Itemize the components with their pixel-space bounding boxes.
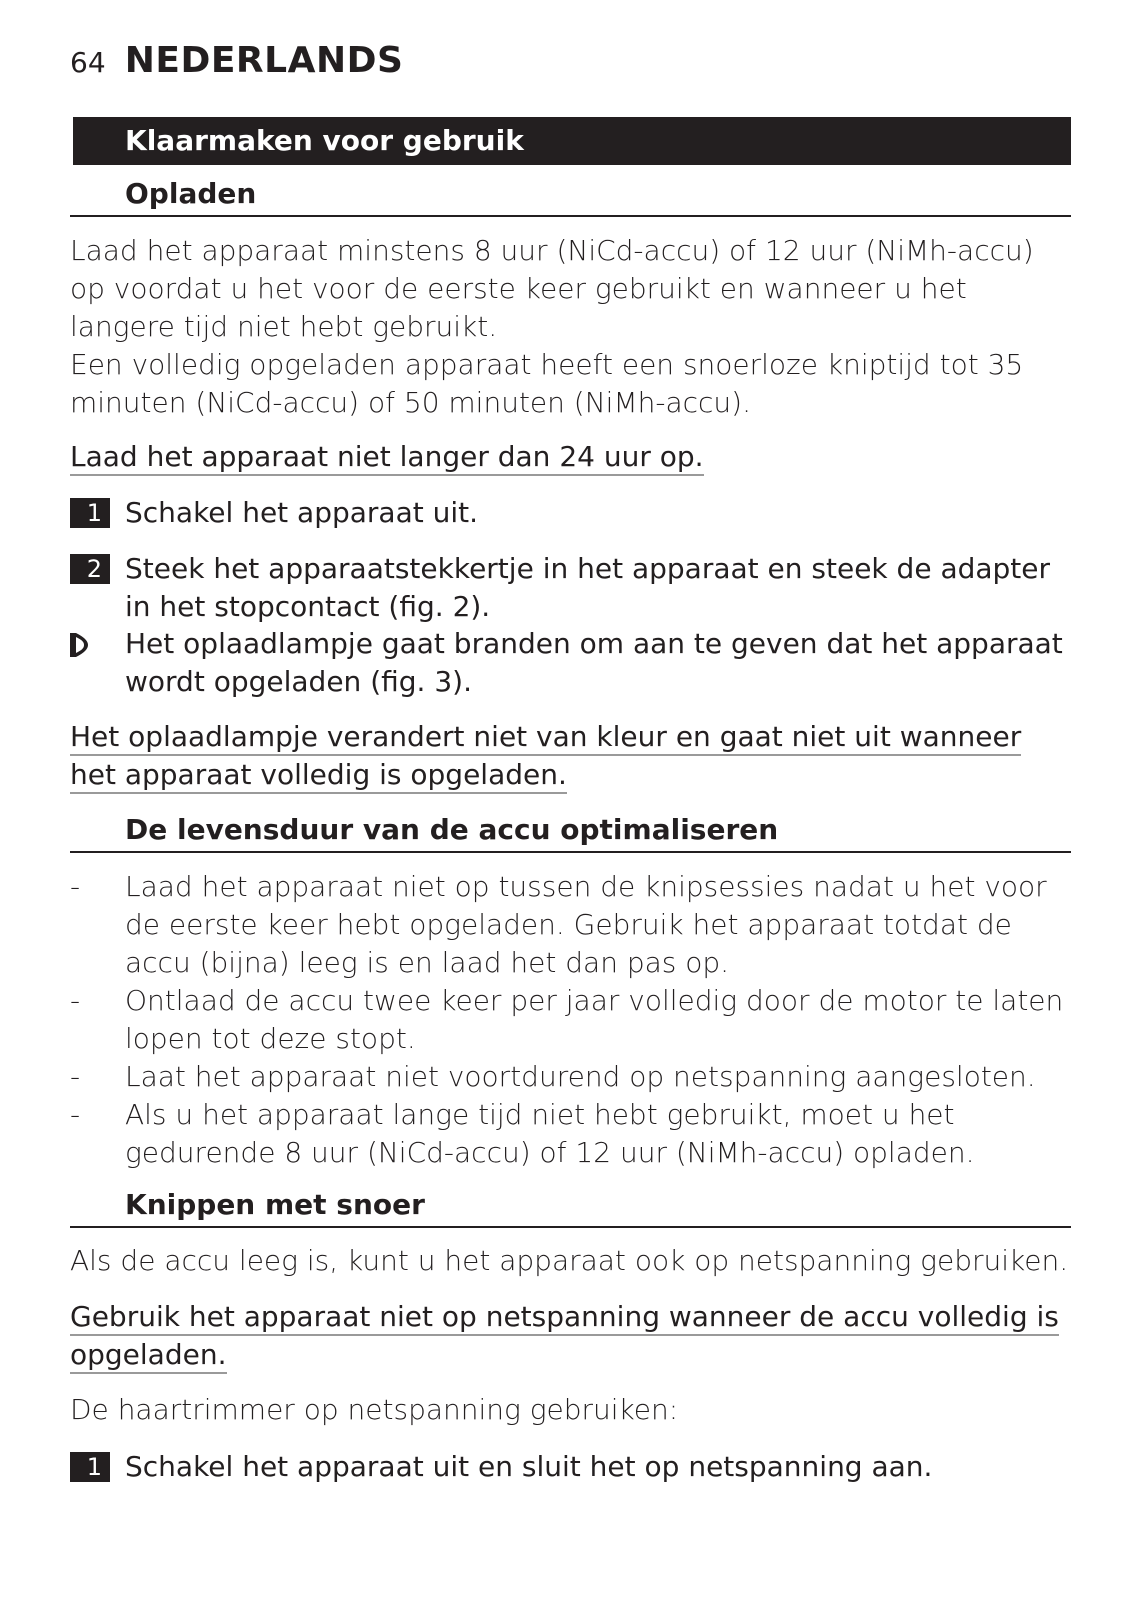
corded-note (70, 1298, 1070, 1374)
page-header (70, 40, 403, 88)
corded-paragraph: Als de accu leeg is, kunt u het apparaat ook op netspanning gebruiken. (70, 1244, 1069, 1277)
charging-body (70, 232, 1070, 422)
step-text: Schakel het apparaat uit. (125, 496, 479, 529)
corded-step-1 (70, 1448, 1070, 1486)
charging-step-2 (70, 550, 1070, 626)
list-item-text: Ontlaad de accu twee keer per jaar volledig door de motor te laten lopen tot deze stopt. (125, 984, 1064, 1055)
language-title: NEDERLANDS (124, 40, 404, 81)
heading-charging: Opladen (70, 174, 1071, 217)
result-text: Het oplaadlampje gaat branden om aan te geven dat het apparaat wordt opgeladen (fig. 3). (125, 627, 1063, 698)
list-item (70, 1058, 1070, 1096)
charging-step-1 (70, 494, 1070, 532)
list-item (70, 1096, 1070, 1172)
corded-note-text: Gebruik het apparaat niet op netspanning wanneer de accu volledig is opgeladen. (70, 1300, 1059, 1374)
charging-paragraph-1: Laad het apparaat minstens 8 uur (NiCd-accu) of 12 uur (NiMh-accu) op voordat u het voor de eerste keer gebruikt en wanneer u het langere tijd niet hebt gebruikt. (70, 234, 1034, 343)
charging-note-2-text: Het oplaadlampje verandert niet van kleur en gaat niet uit wanneer het apparaat volledig is opgeladen. (70, 720, 1021, 794)
result-arrow-icon (70, 633, 90, 657)
step-text: Steek het apparaatstekkertje in het apparaat en steek de adapter in het stopcontact (fig. 2). (125, 552, 1051, 623)
heading-corded: Knippen met snoer (70, 1185, 1071, 1228)
charging-note-text: Laad het apparaat niet langer dan 24 uur op. (70, 440, 704, 476)
step-number-badge: 1 (70, 498, 110, 528)
charging-paragraph-2: Een volledig opgeladen apparaat heeft een snoerloze kniptijd tot 35 minuten (NiCd-accu) of 50 minuten (NiMh-accu). (70, 348, 1024, 419)
list-item-text: Als u het apparaat lange tijd niet hebt gebruikt, moet u het gedurende 8 uur (NiCd-accu) of 12 uur (NiMh-accu) opladen. (125, 1098, 975, 1169)
heading-battery: De levensduur van de accu optimaliseren (70, 810, 1071, 853)
step-number-badge: 2 (70, 554, 110, 584)
step-number-badge: 1 (70, 1452, 110, 1482)
charging-result (70, 625, 1070, 701)
charging-note-2 (70, 718, 1070, 794)
charging-note (70, 438, 1070, 476)
list-item-text: Laat het apparaat niet voortdurend op netspanning aangesloten. (125, 1060, 1036, 1093)
step-text: Schakel het apparaat uit en sluit het op netspanning aan. (125, 1450, 933, 1483)
dash-bullet: - (70, 1098, 81, 1131)
battery-tips-list (70, 868, 1070, 1172)
dash-bullet: - (70, 1060, 81, 1093)
dash-bullet: - (70, 870, 81, 903)
dash-bullet: - (70, 984, 81, 1017)
page-number: 64 (70, 46, 106, 79)
list-item (70, 982, 1070, 1058)
list-item-text: Laad het apparaat niet op tussen de knipsessies nadat u het voor de eerste keer hebt opgeladen. Gebruik het apparaat totdat de accu (bijna) leeg is en laad het dan pas op. (125, 870, 1047, 979)
list-item (70, 868, 1070, 982)
section-title: Klaarmaken voor gebruik (73, 117, 1071, 165)
corded-intro: De haartrimmer op netspanning gebruiken: (70, 1393, 679, 1426)
